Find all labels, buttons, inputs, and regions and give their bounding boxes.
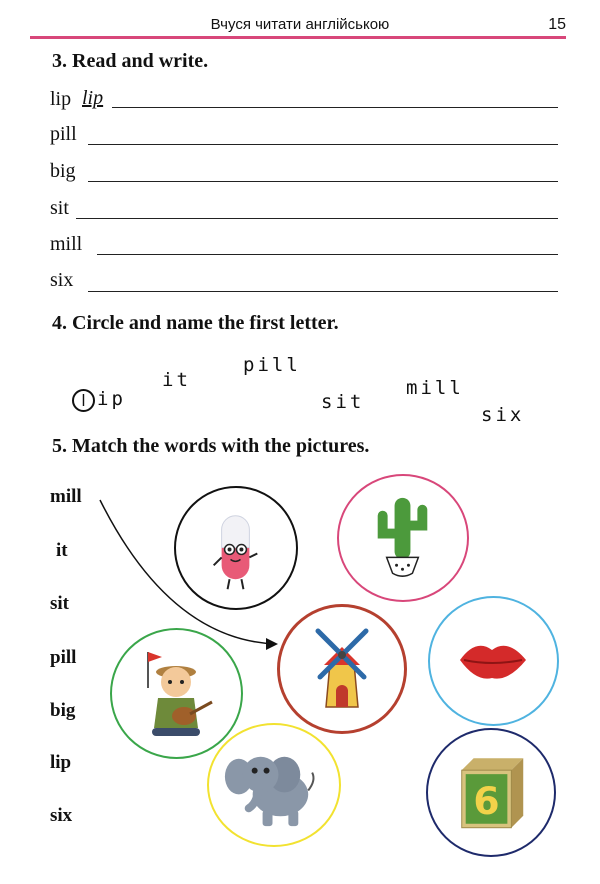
ex3-word-lip: lip <box>50 88 72 110</box>
exercise-3-title: 3. Read and write. <box>52 50 209 72</box>
ex4-word-lip-rest: ip <box>97 388 126 410</box>
page-header-title: Вчуся читати англійською <box>210 16 390 33</box>
match-word-pill[interactable]: pill <box>50 647 77 668</box>
ex4-word-it[interactable]: it <box>162 369 191 391</box>
picture-lips[interactable] <box>428 596 559 726</box>
cube-six-icon <box>428 730 553 854</box>
match-word-mill[interactable]: mill <box>50 486 82 507</box>
ex3-word-sit: sit <box>50 197 69 219</box>
ex3-sample-answer: lip <box>82 87 104 109</box>
cube-digit: 6 <box>473 778 500 823</box>
match-word-lip[interactable]: lip <box>50 752 72 773</box>
ex4-word-mill[interactable]: mill <box>406 377 464 399</box>
match-word-big[interactable]: big <box>50 700 76 721</box>
windmill-icon <box>280 607 404 731</box>
ex4-word-six[interactable]: six <box>481 404 525 426</box>
ex3-word-mill: mill <box>50 233 83 255</box>
circled-first-letter[interactable]: l <box>72 389 95 412</box>
picture-windmill[interactable] <box>277 604 407 734</box>
exercise-4-title: 4. Circle and name the first letter. <box>52 312 339 334</box>
picture-elephant[interactable] <box>207 723 341 847</box>
cactus-icon <box>339 476 466 599</box>
page-number: 15 <box>548 16 566 33</box>
ex3-word-pill: pill <box>50 123 77 145</box>
ex3-word-big: big <box>50 160 76 182</box>
match-word-it[interactable]: it <box>56 540 68 561</box>
match-word-sit[interactable]: sit <box>50 593 69 614</box>
ex3-word-six: six <box>50 269 74 291</box>
picture-pill[interactable] <box>174 486 298 610</box>
exercise-5-title: 5. Match the words with the pictures. <box>52 435 370 457</box>
ex4-word-sit[interactable]: sit <box>321 391 365 413</box>
match-word-six[interactable]: six <box>50 805 73 826</box>
picture-cube-six[interactable] <box>426 728 556 857</box>
picture-cactus[interactable] <box>337 474 469 602</box>
elephant-icon <box>209 725 338 844</box>
pill-icon <box>176 488 295 607</box>
ex4-word-pill[interactable]: pill <box>243 354 301 376</box>
lips-icon <box>430 598 556 723</box>
